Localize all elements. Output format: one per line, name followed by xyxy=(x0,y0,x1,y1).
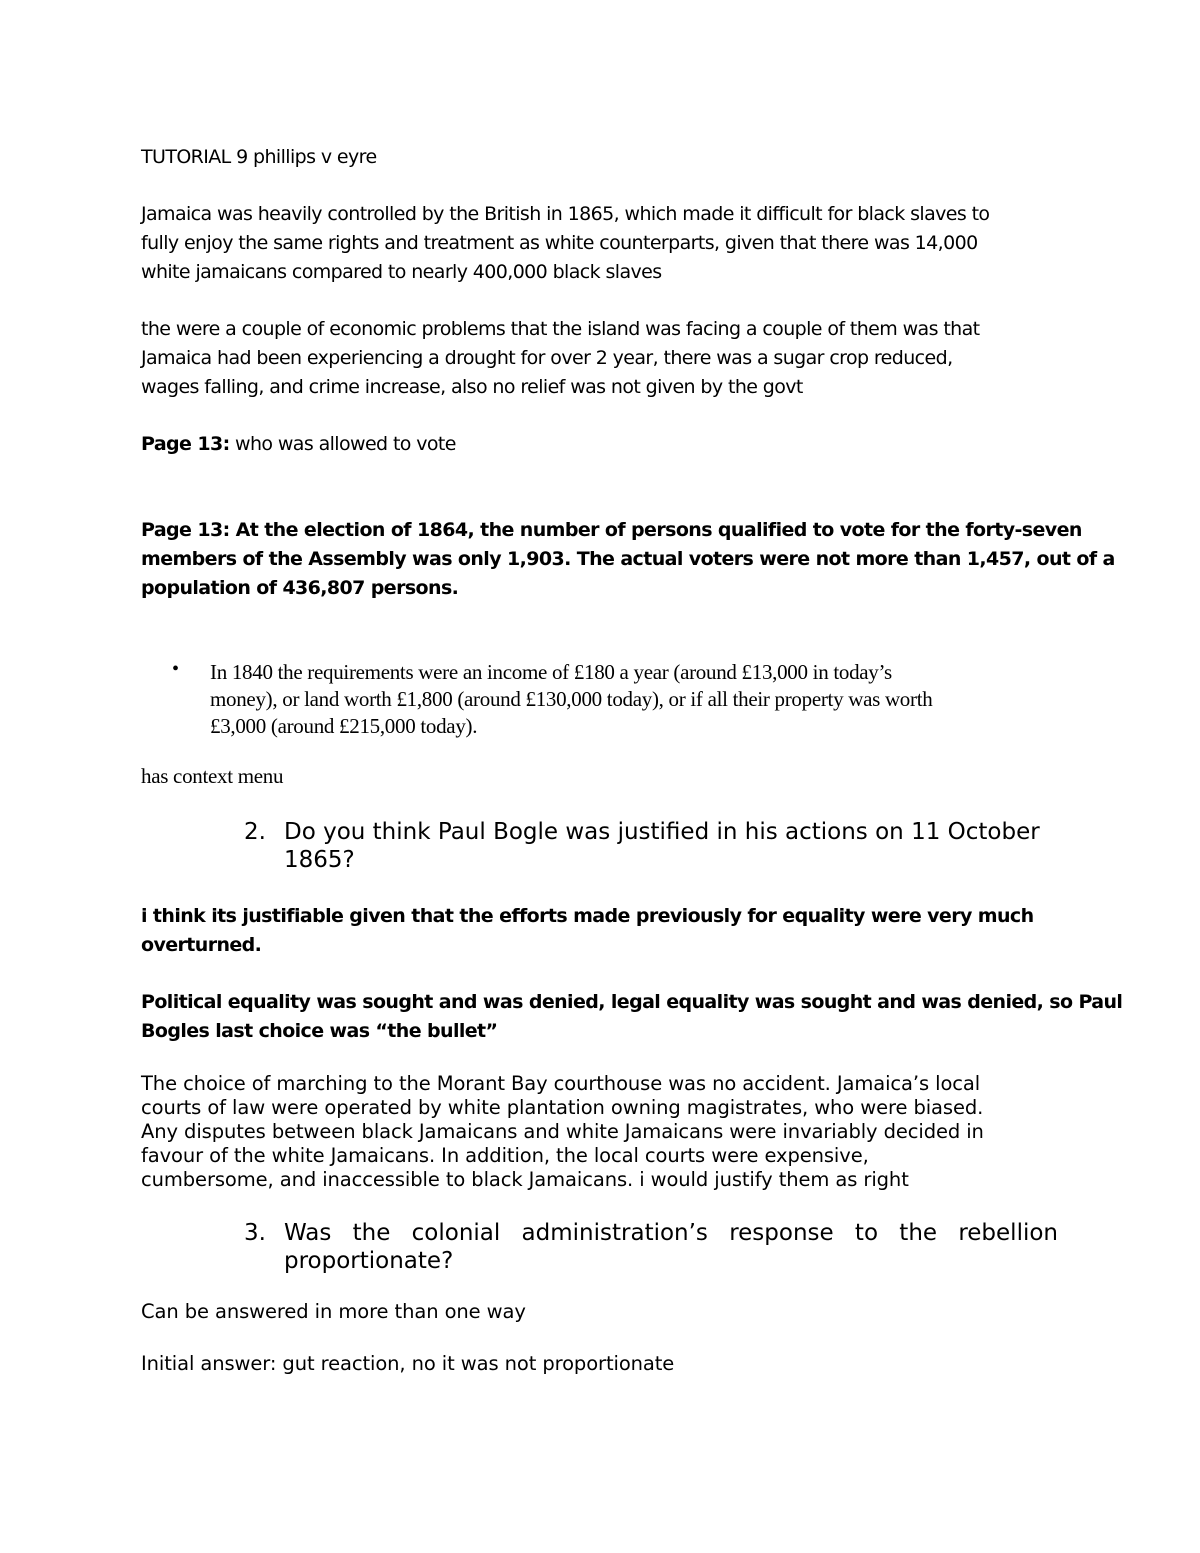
page13-answer-text-1: At the election of 1864, the number of persons qualified to vote for the forty-seven xyxy=(229,519,1082,541)
question2-line-1: Do you think Paul Bogle was justified in his actions on 11 October xyxy=(284,819,1040,845)
bullet-line-2: money), or land worth £1,800 (around £130,000 today), or if all their property was worth xyxy=(210,687,933,711)
answer2c-line-4: favour of the white Jamaicans. In addition, the local courts were expensive, xyxy=(141,1144,869,1167)
answer3-line-1: Can be answered in more than one way xyxy=(141,1300,526,1323)
para1-line-2: fully enjoy the same rights and treatment as white counterparts, given that there was 14,000 xyxy=(141,232,978,254)
answer2c-line-5: cumbersome, and inaccessible to black Jamaicans. i would justify them as right xyxy=(141,1168,909,1191)
answer2b-line-2: Bogles last choice was “the bullet” xyxy=(141,1020,498,1042)
page13-answer-line-1 xyxy=(141,516,1082,544)
question2-number: 2. xyxy=(244,819,266,845)
question3-line-2: proportionate? xyxy=(284,1248,454,1274)
page13-question-text: who was allowed to vote xyxy=(229,433,456,455)
question3-line-1: Was the colonial administration’s response to the rebellion xyxy=(284,1220,1058,1246)
page13-answer-line-3: population of 436,807 persons. xyxy=(141,577,459,599)
page13-question-label: Page 13: xyxy=(141,433,230,455)
document-title: TUTORIAL 9 phillips v eyre xyxy=(141,146,377,168)
question3-number: 3. xyxy=(244,1220,266,1246)
answer2c-line-2: courts of law were operated by white plantation owning magistrates, who were biased. xyxy=(141,1096,984,1119)
page13-answer-line-2: members of the Assembly was only 1,903. The actual voters were not more than 1,457, out of a xyxy=(141,548,1115,570)
question2-line-2: 1865? xyxy=(284,847,355,873)
answer2a-line-1: i think its justifiable given that the efforts made previously for equality were very much xyxy=(141,905,1034,927)
para1-line-1: Jamaica was heavily controlled by the British in 1865, which made it difficult for black slaves to xyxy=(141,203,990,225)
bullet-line-3: £3,000 (around £215,000 today). xyxy=(210,714,478,738)
page13-answer-label: Page 13: xyxy=(141,519,230,541)
answer2c-line-1: The choice of marching to the Morant Bay courthouse was no accident. Jamaica’s local xyxy=(141,1072,981,1095)
para1-line-3: white jamaicans compared to nearly 400,000 black slaves xyxy=(141,261,662,283)
para2-line-2: Jamaica had been experiencing a drought for over 2 year, there was a sugar crop reduced, xyxy=(141,347,953,369)
context-menu-note: has context menu xyxy=(141,764,284,788)
answer2c-line-3: Any disputes between black Jamaicans and white Jamaicans were invariably decided in xyxy=(141,1120,984,1143)
para2-line-3: wages falling, and crime increase, also no relief was not given by the govt xyxy=(141,376,803,398)
page13-question xyxy=(141,430,456,458)
answer3-line-2: Initial answer: gut reaction, no it was not proportionate xyxy=(141,1352,675,1375)
answer2a-line-2: overturned. xyxy=(141,934,262,956)
para2-line-1: the were a couple of economic problems that the island was facing a couple of them was that xyxy=(141,318,980,340)
answer2b-line-1: Political equality was sought and was denied, legal equality was sought and was denied, so Paul xyxy=(141,991,1123,1013)
bullet-line-1: In 1840 the requirements were an income of £180 a year (around £13,000 in today’s xyxy=(210,660,892,684)
bullet-marker: • xyxy=(172,658,180,680)
